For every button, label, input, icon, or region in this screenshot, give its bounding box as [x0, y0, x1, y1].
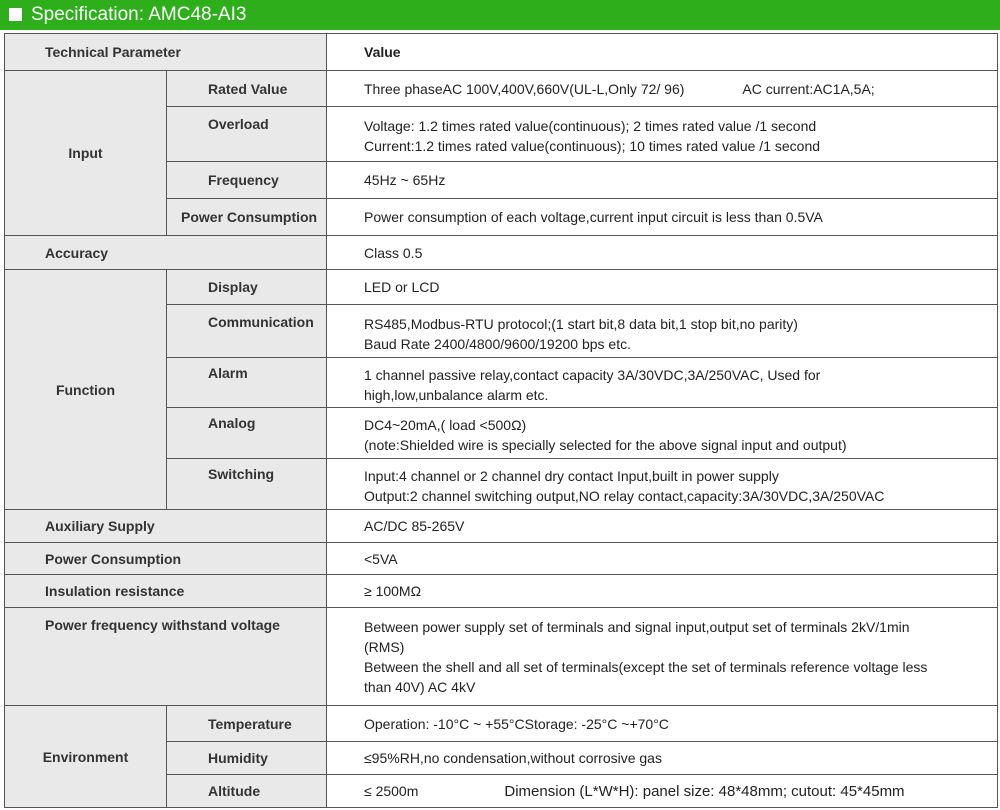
- table-header-row: [5, 34, 998, 71]
- alarm-line: high,low,unbalance alarm etc.: [364, 387, 549, 403]
- withstand-line: (RMS): [364, 639, 405, 655]
- altitude-text: ≤ 2500m: [364, 782, 419, 799]
- table-row: [5, 71, 998, 107]
- communication-line: RS485,Modbus-RTU protocol;(1 start bit,8 data bit,1 stop bit,no parity): [364, 316, 798, 332]
- value-switching: [327, 459, 998, 510]
- rated-voltage-text: Three phaseAC 100V,400V,660V(UL-L,Only 72/ 96): [364, 80, 685, 97]
- value-overload: [327, 107, 998, 162]
- group-label-function: Function: [5, 270, 167, 510]
- param-label-altitude: Altitude: [167, 775, 327, 808]
- param-label-communication: Communication: [167, 305, 327, 358]
- param-label-frequency: Frequency: [167, 162, 327, 199]
- table-row: [5, 706, 998, 742]
- analog-line: (note:Shielded wire is specially selected for the above signal input and output): [364, 437, 847, 453]
- param-label-withstand-voltage: Power frequency withstand voltage: [5, 608, 327, 706]
- param-label-power-consumption: Power Consumption: [5, 543, 327, 575]
- value-analog: [327, 408, 998, 459]
- withstand-line: than 40V) AC 4kV: [364, 679, 476, 695]
- square-bullet-icon: [9, 8, 22, 21]
- table-row: [5, 608, 998, 706]
- value-withstand-voltage: [327, 608, 998, 706]
- param-label-rated-value: Rated Value: [167, 71, 327, 107]
- alarm-line: 1 channel passive relay,contact capacity 3A/30VDC,3A/250VAC, Used for: [364, 367, 821, 383]
- value-accuracy: Class 0.5: [327, 236, 998, 270]
- overload-line: Voltage: 1.2 times rated value(continuous); 2 times rated value /1 second: [364, 118, 817, 134]
- value-auxiliary-supply: AC/DC 85-265V: [327, 510, 998, 543]
- value-altitude: [327, 775, 998, 808]
- section-header: [0, 0, 1000, 30]
- table-row: [5, 236, 998, 270]
- group-label-input: Input: [5, 71, 167, 236]
- param-label-analog: Analog: [167, 408, 327, 459]
- communication-line: Baud Rate 2400/4800/9600/19200 bps etc.: [364, 336, 631, 352]
- column-header-param: Technical Parameter: [5, 34, 327, 71]
- table-row: [5, 543, 998, 575]
- spec-table: [4, 33, 998, 808]
- param-label-overload: Overload: [167, 107, 327, 162]
- param-label-accuracy: Accuracy: [5, 236, 327, 270]
- value-alarm: [327, 358, 998, 408]
- value-temperature: Operation: -10°C ~ +55°CStorage: -25°C ~+70°C: [327, 706, 998, 742]
- table-row: [5, 510, 998, 543]
- analog-line: DC4~20mA,( load <500Ω): [364, 417, 527, 433]
- param-label-insulation: Insulation resistance: [5, 575, 327, 608]
- param-label-switching: Switching: [167, 459, 327, 510]
- param-label-display: Display: [167, 270, 327, 305]
- withstand-line: Between power supply set of terminals and signal input,output set of terminals 2kV/1min: [364, 619, 910, 635]
- value-display: LED or LCD: [327, 270, 998, 305]
- value-power-consumption: <5VA: [327, 543, 998, 575]
- value-insulation: ≥ 100MΩ: [327, 575, 998, 608]
- rated-current-text: AC current:AC1A,5A;: [742, 80, 875, 97]
- param-label-auxiliary-supply: Auxiliary Supply: [5, 510, 327, 543]
- dimension-text: Dimension (L*W*H): panel size: 48*48mm; cutout: 45*45mm: [504, 782, 905, 800]
- param-label-temperature: Temperature: [167, 706, 327, 742]
- param-label-input-power: Power Consumption: [167, 199, 327, 236]
- value-humidity: ≤95%RH,no condensation,without corrosive gas: [327, 742, 998, 775]
- section-title: Specification: AMC48-AI3: [31, 4, 247, 25]
- switching-line: Output:2 channel switching output,NO relay contact,capacity:3A/30VDC,3A/250VAC: [364, 488, 885, 504]
- value-communication: [327, 305, 998, 358]
- param-label-alarm: Alarm: [167, 358, 327, 408]
- table-row: [5, 270, 998, 305]
- table-row: [5, 575, 998, 608]
- param-label-humidity: Humidity: [167, 742, 327, 775]
- value-rated: [327, 71, 998, 107]
- overload-line: Current:1.2 times rated value(continuous); 10 times rated value /1 second: [364, 138, 821, 154]
- value-input-power: Power consumption of each voltage,current input circuit is less than 0.5VA: [327, 199, 998, 236]
- group-label-environment: Environment: [5, 706, 167, 808]
- switching-line: Input:4 channel or 2 channel dry contact Input,built in power supply: [364, 468, 779, 484]
- withstand-line: Between the shell and all set of terminals(except the set of terminals reference voltage less: [364, 659, 928, 675]
- value-frequency: 45Hz ~ 65Hz: [327, 162, 998, 199]
- column-header-value: Value: [327, 34, 998, 71]
